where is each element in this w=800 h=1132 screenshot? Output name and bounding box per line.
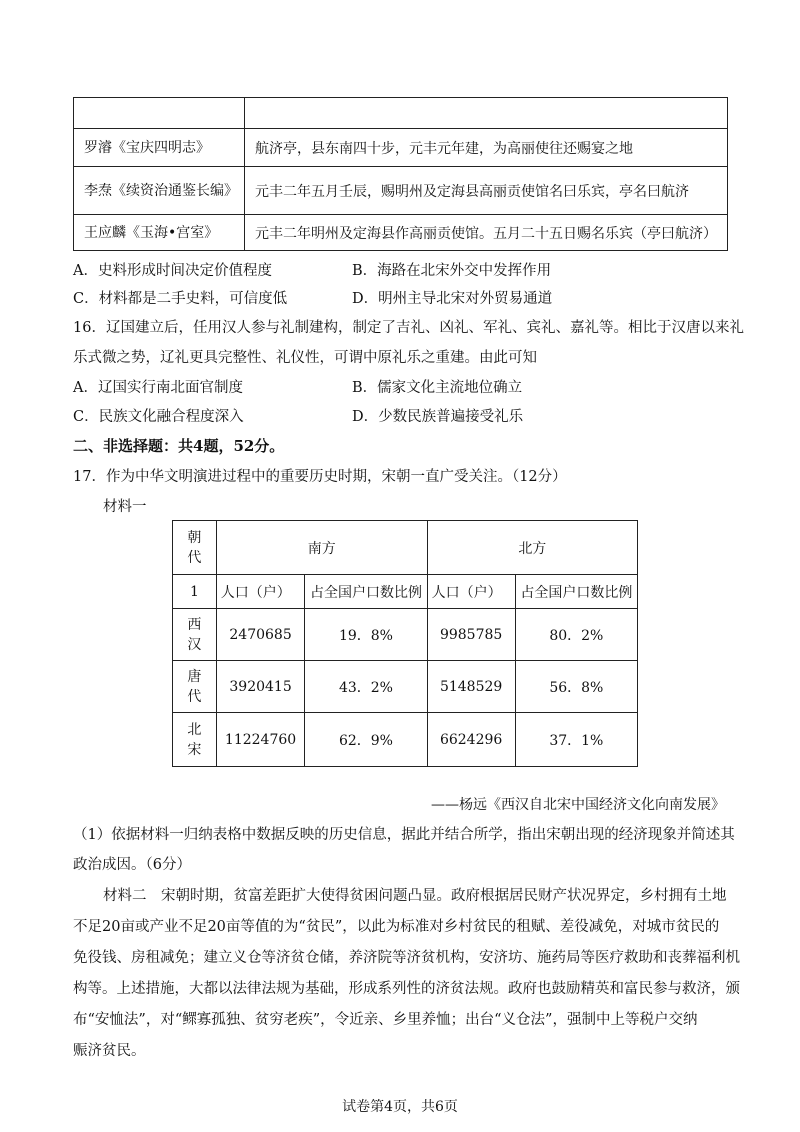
material-2-line-5: 布“安恤法”，对“鳏寡孤独、贫穷老疾”，令近亲、乡里养恤；出台“义仓法”，强制中上等税户交纳 bbox=[73, 1012, 698, 1028]
table-cell: 19．8% bbox=[305, 609, 427, 661]
q15-option-c: C．材料都是二手史料，可信度低 bbox=[73, 291, 288, 307]
table-cell: 62．9% bbox=[305, 713, 427, 767]
table-header-south-ratio: 占全国户口数比例 bbox=[305, 575, 427, 609]
q15-option-a: A．史料形成时间决定价值程度 bbox=[73, 263, 272, 279]
table-cell: 6624296 bbox=[427, 713, 515, 767]
q17-sub1-line-2: 政治成因。（6分） bbox=[73, 857, 191, 873]
q16-option-b: B．儒家文化主流地位确立 bbox=[352, 380, 523, 396]
material-2-line-3: 免役钱、房租减免；建立义仓等济贫仓储，养济院等济贫机构，安济坊、施药局等医疗救助和丧葬福利机 bbox=[73, 950, 740, 966]
q16-option-a: A．辽国实行南北面官制度 bbox=[73, 380, 243, 396]
q16-stem-line-2: 乐式微之势，辽礼更具完整性、礼仪性，可谓中原礼乐之重建。由此可知 bbox=[73, 350, 537, 366]
table-cell: 9985785 bbox=[427, 609, 515, 661]
q16-option-c: C．民族文化融合程度深入 bbox=[73, 409, 244, 425]
material-2-line-4: 构等。上述措施，大都以法律法规为基础，形成系列性的济贫法规。政府也鼓励精英和富民参与救济，颁 bbox=[73, 981, 740, 997]
citation: ——杨远《西汉自北宋中国经济文化向南发展》 bbox=[431, 797, 725, 813]
table-cell-dynasty: 北宋 bbox=[173, 713, 217, 767]
table-cell-dynasty: 唐代 bbox=[173, 661, 217, 713]
q17-sub1-line-1: （1）依据材料一归纳表格中数据反映的历史信息，据此并结合所学，指出宋朝出现的经济现象并简述其 bbox=[73, 827, 735, 843]
table-row bbox=[173, 609, 638, 661]
table-header-north-ratio: 占全国户口数比例 bbox=[515, 575, 637, 609]
table-cell: 2470685 bbox=[216, 609, 305, 661]
q16-option-d: D．少数民族普遍接受礼乐 bbox=[352, 409, 524, 425]
table-row bbox=[173, 521, 638, 575]
table-row bbox=[173, 661, 638, 713]
table-row bbox=[74, 129, 728, 167]
table-cell: 元丰二年五月壬辰，赐明州及定海县高丽贡使馆名曰乐宾，亭名曰航济 bbox=[245, 167, 728, 215]
table-header-south: 南方 bbox=[216, 521, 427, 575]
q15-option-d: D．明州主导北宋对外贸易通道 bbox=[352, 291, 553, 307]
table-cell: 罗濬《宝庆四明志》 bbox=[74, 129, 245, 167]
section-title: 二、非选择题：共4题，52分。 bbox=[73, 437, 285, 455]
q16-stem-line-1: 16．辽国建立后，任用汉人参与礼制建构，制定了吉礼、凶礼、军礼、宾礼、嘉礼等。相比于汉唐以来礼 bbox=[73, 320, 744, 336]
table-cell: 11224760 bbox=[216, 713, 305, 767]
material-2-line-2: 不足20亩或产业不足20亩等值的为“贫民”，以此为标准对乡村贫民的租赋、差役减免，对城市贫民的 bbox=[73, 919, 720, 935]
population-table bbox=[172, 520, 638, 767]
q17-intro: 17．作为中华文明演进过程中的重要历史时期，宋朝一直广受关注。（12分） bbox=[73, 469, 567, 485]
table-cell: 5148529 bbox=[427, 661, 515, 713]
table-cell: 1 bbox=[173, 575, 217, 609]
table-header-dynasty: 朝代 bbox=[173, 521, 217, 575]
material-1-label: 材料一 bbox=[103, 499, 147, 515]
source-table bbox=[73, 97, 728, 251]
page-footer: 试卷第4页，共6页 bbox=[342, 1099, 458, 1115]
table-row bbox=[74, 98, 728, 129]
table-cell: 37．1% bbox=[515, 713, 637, 767]
table-cell: 43．2% bbox=[305, 661, 427, 713]
table-cell: 王应麟《玉海•宫室》 bbox=[74, 215, 245, 251]
table-row bbox=[173, 713, 638, 767]
table-cell: 56．8% bbox=[515, 661, 637, 713]
table-header-north-pop: 人口（户） bbox=[427, 575, 515, 609]
table-cell: 元丰二年明州及定海县作高丽贡使馆。五月二十五日赐名乐宾（亭曰航济） bbox=[245, 215, 728, 251]
material-2-line-6: 赈济贫民。 bbox=[73, 1043, 146, 1059]
table-cell-dynasty: 西汉 bbox=[173, 609, 217, 661]
table-header-north: 北方 bbox=[427, 521, 637, 575]
table-cell: 3920415 bbox=[216, 661, 305, 713]
table-cell: 李焘《续资治通鉴长编》 bbox=[74, 167, 245, 215]
q15-option-b: B．海路在北宋外交中发挥作用 bbox=[352, 263, 552, 279]
table-row bbox=[74, 167, 728, 215]
table-cell: 航济亭，县东南四十步，元丰元年建，为高丽使往还赐宴之地 bbox=[245, 129, 728, 167]
table-row bbox=[173, 575, 638, 609]
material-2-line-1: 材料二 宋朝时期，贫富差距扩大使得贫困问题凸显。政府根据居民财产状况界定，乡村拥有土地 bbox=[103, 888, 727, 904]
table-row bbox=[74, 215, 728, 251]
table-cell: 80．2% bbox=[515, 609, 637, 661]
table-cell bbox=[245, 98, 728, 129]
table-header-south-pop: 人口（户） bbox=[216, 575, 305, 609]
table-cell bbox=[74, 98, 245, 129]
